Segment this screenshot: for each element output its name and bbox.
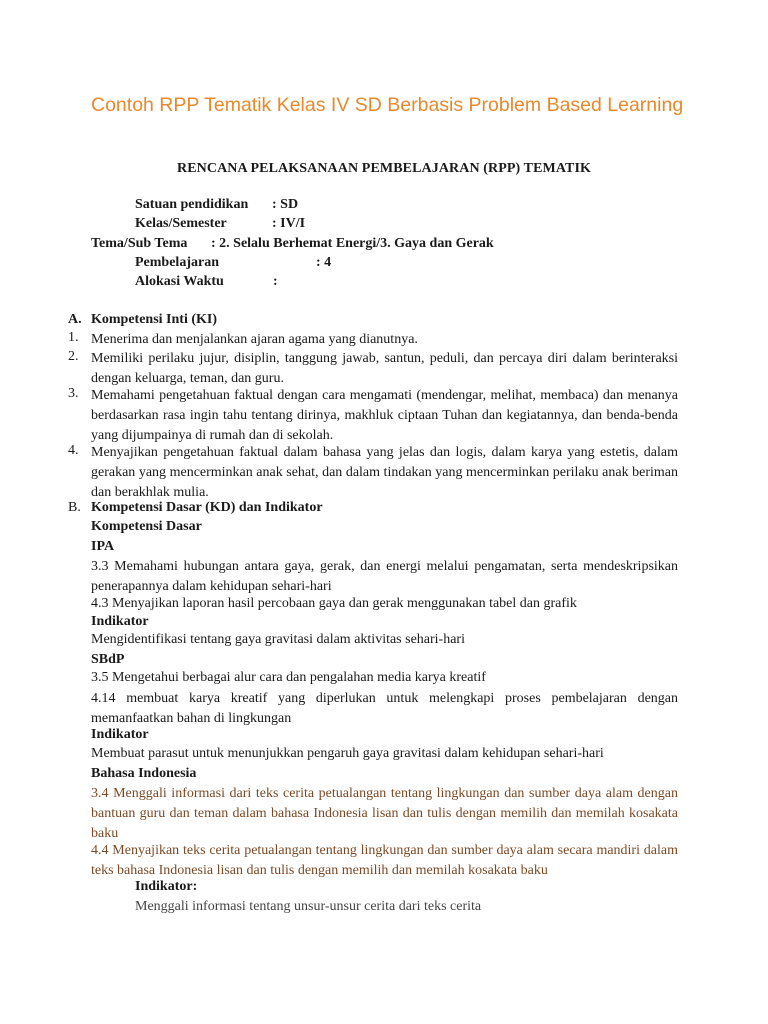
tema-label: Tema/Sub Tema: [91, 236, 188, 251]
ki-item-number: 2.: [68, 349, 79, 364]
sbdp-indikator-label: Indikator: [91, 727, 149, 742]
kelas-value: : IV/I: [272, 216, 306, 231]
ipa-indikator-text: Mengidentifikasi tentang gaya gravitasi dalam aktivitas sehari-hari: [91, 632, 465, 647]
sbdp-indikator-text: Membuat parasut untuk menunjukkan pengaruh gaya gravitasi dalam kehidupan sehari-hari: [91, 746, 604, 761]
ipa-indikator-label: Indikator: [91, 614, 149, 629]
kelas-label: Kelas/Semester: [135, 216, 227, 231]
section-a-marker: A.: [68, 312, 82, 327]
ki-item-number: 1.: [68, 330, 79, 345]
tema-value: : 2. Selalu Berhemat Energi/3. Gaya dan Gerak: [211, 236, 494, 251]
ki-item-number: 4.: [68, 443, 79, 458]
section-a-title: Kompetensi Inti (KI): [91, 312, 217, 327]
ki-item-text: Menyajikan pengetahuan faktual dalam bahasa yang jelas dan logis, dalam karya yang estetis, dalam gerakan yang mencerminkan anak sehat, dan dalam tindakan yang mencerminkan perilaku anak beriman dan berakhlak mulia.: [91, 445, 678, 500]
ipa-heading: IPA: [91, 539, 115, 554]
section-b-title: Kompetensi Dasar (KD) dan Indikator: [91, 500, 323, 515]
page-title: Contoh RPP Tematik Kelas IV SD Berbasis Problem Based Learning: [91, 94, 684, 116]
satuan-label: Satuan pendidikan: [135, 197, 249, 212]
ki-item-number: 3.: [68, 386, 79, 401]
bahasa-kd-4-4: 4.4 Menyajikan teks cerita petualangan tentang lingkungan dan sumber daya alam secara mandiri dalam teks bahasa Indonesia lisan dan tulis dengan memilih dan memilah kosakata baku: [91, 843, 678, 878]
bahasa-heading: Bahasa Indonesia: [91, 766, 197, 781]
rpp-heading: RENCANA PELAKSANAAN PEMBELAJARAN (RPP) TEMATIK: [177, 161, 591, 176]
ipa-kd-3-3: 3.3 Memahami hubungan antara gaya, gerak, dan energi melalui pengamatan, serta mendeskripsikan penerapannya dalam kehidupan sehari-hari: [91, 559, 678, 594]
bahasa-kd-3-4: 3.4 Menggali informasi dari teks cerita petualangan tentang lingkungan dan sumber daya alam dengan bantuan guru dan teman dalam bahasa Indonesia lisan dan tulis dengan memilih dan memilah kosakata baku: [91, 786, 678, 841]
section-b-marker: B.: [68, 500, 81, 515]
alokasi-value: :: [273, 274, 278, 289]
sbdp-kd-4-14: 4.14 membuat karya kreatif yang diperlukan untuk melengkapi proses pembelajaran dengan memanfaatkan bahan di lingkungan: [91, 691, 678, 726]
ki-item-text: Menerima dan menjalankan ajaran agama yang dianutnya.: [91, 332, 418, 347]
pembelajaran-value: : 4: [316, 255, 332, 270]
ki-item-text: Memiliki perilaku jujur, disiplin, tanggung jawab, santun, peduli, dan percaya diri dalam berinteraksi dengan keluarga, teman, dan guru.: [91, 351, 678, 386]
sbdp-heading: SBdP: [91, 652, 125, 667]
ipa-kd-4-3: 4.3 Menyajikan laporan hasil percobaan gaya dan gerak menggunakan tabel dan grafik: [91, 596, 577, 611]
satuan-value: : SD: [272, 197, 299, 212]
sbdp-kd-3-5: 3.5 Mengetahui berbagai alur cara dan pengalahan media karya kreatif: [91, 670, 486, 685]
bahasa-indikator-label: Indikator:: [135, 879, 198, 894]
alokasi-label: Alokasi Waktu: [135, 274, 224, 289]
bahasa-indikator-text: Menggali informasi tentang unsur-unsur cerita dari teks cerita: [135, 899, 482, 914]
ki-item-text: Memahami pengetahuan faktual dengan cara mengamati (mendengar, melihat, membaca) dan menanya berdasarkan rasa ingin tahu tentang dirinya, makhluk ciptaan Tuhan dan kegiatannya, dan benda-benda yang dijumpainya di rumah dan di sekolah.: [91, 388, 678, 443]
kd-heading: Kompetensi Dasar: [91, 519, 202, 534]
pembelajaran-label: Pembelajaran: [135, 255, 219, 270]
